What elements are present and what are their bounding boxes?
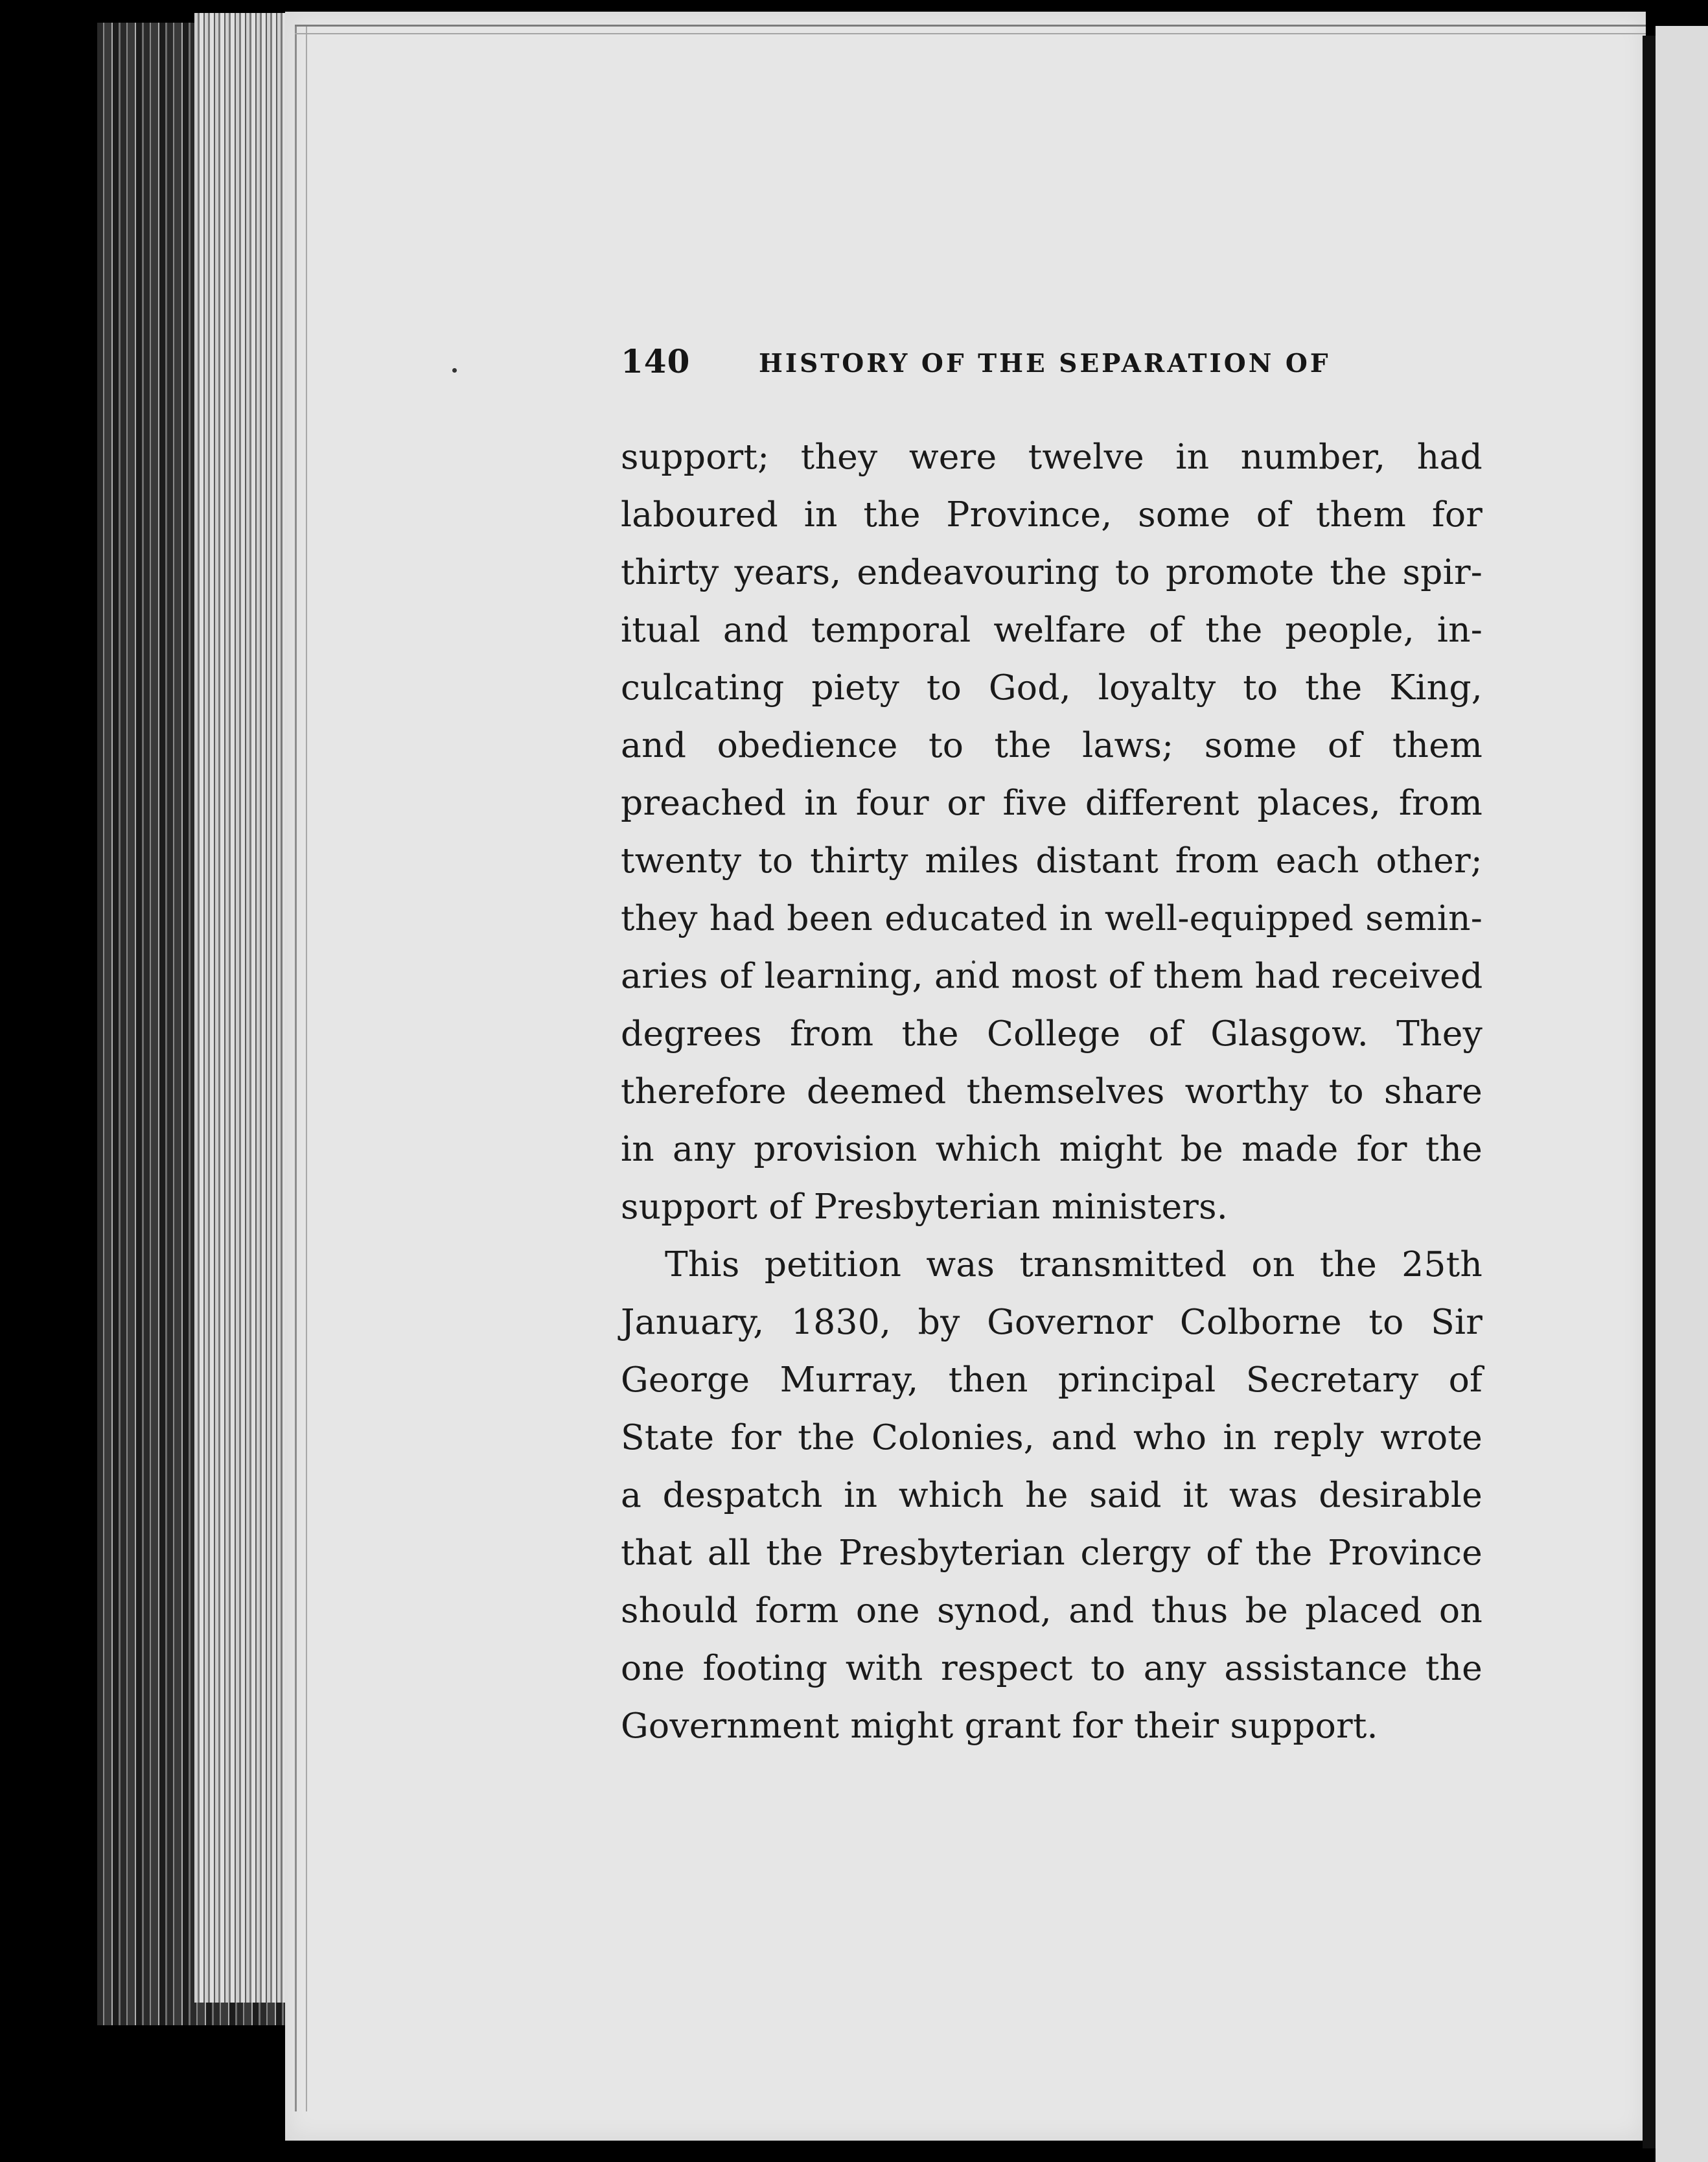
text-line: culcating piety to God, loyalty to the King, xyxy=(621,667,1483,708)
text-line: twenty to thirty miles distant from each other; xyxy=(621,840,1483,881)
page-border-left xyxy=(295,25,307,2111)
text-line: one footing with respect to any assistance the xyxy=(621,1647,1483,1688)
text-line: and obedience to the laws; some of them xyxy=(621,725,1483,765)
text-line: itual and temporal welfare of the people, in- xyxy=(621,609,1483,650)
text-line: they had been educated in well-equipped semin- xyxy=(621,898,1483,938)
running-header xyxy=(621,342,1489,388)
page-number: 140 xyxy=(621,342,691,380)
text-line: laboured in the Province, some of them for xyxy=(621,494,1483,535)
text-line: preached in four or five different places, from xyxy=(621,782,1483,823)
page-stack-edges-light xyxy=(194,13,292,2003)
facing-page-edge xyxy=(1656,26,1708,2162)
text-line: support; they were twelve in number, had xyxy=(621,436,1483,477)
page-border-top xyxy=(295,25,1646,34)
text-line: therefore deemed themselves worthy to share xyxy=(621,1071,1483,1111)
text-line: in any provision which might be made for the xyxy=(621,1128,1483,1169)
text-line: a despatch in which he said it was desirable xyxy=(621,1474,1483,1515)
text-line: Government might grant for their support. xyxy=(621,1705,1378,1746)
text-line: support of Presbyterian ministers. xyxy=(621,1186,1228,1227)
right-page-gutter xyxy=(1643,36,1656,2148)
text-line: George Murray, then principal Secretary of xyxy=(621,1359,1483,1400)
running-head-title: HISTORY OF THE SEPARATION OF xyxy=(759,349,1331,378)
body-text xyxy=(621,428,1483,1754)
text-line: January, 1830, by Governor Colborne to Sir xyxy=(621,1301,1483,1342)
text-line: that all the Presbyterian clergy of the Province xyxy=(621,1532,1483,1573)
text-line: aries of learning, and most of them had received xyxy=(621,955,1483,996)
text-line: thirty years, endeavouring to promote the spir- xyxy=(621,552,1483,592)
text-line: State for the Colonies, and who in reply wrote xyxy=(621,1417,1483,1458)
dust-speck xyxy=(452,368,457,373)
text-line: degrees from the College of Glasgow. They xyxy=(621,1013,1483,1054)
text-line: should form one synod, and thus be placed on xyxy=(621,1590,1483,1631)
text-line: This petition was transmitted on the 25th xyxy=(665,1244,1483,1284)
